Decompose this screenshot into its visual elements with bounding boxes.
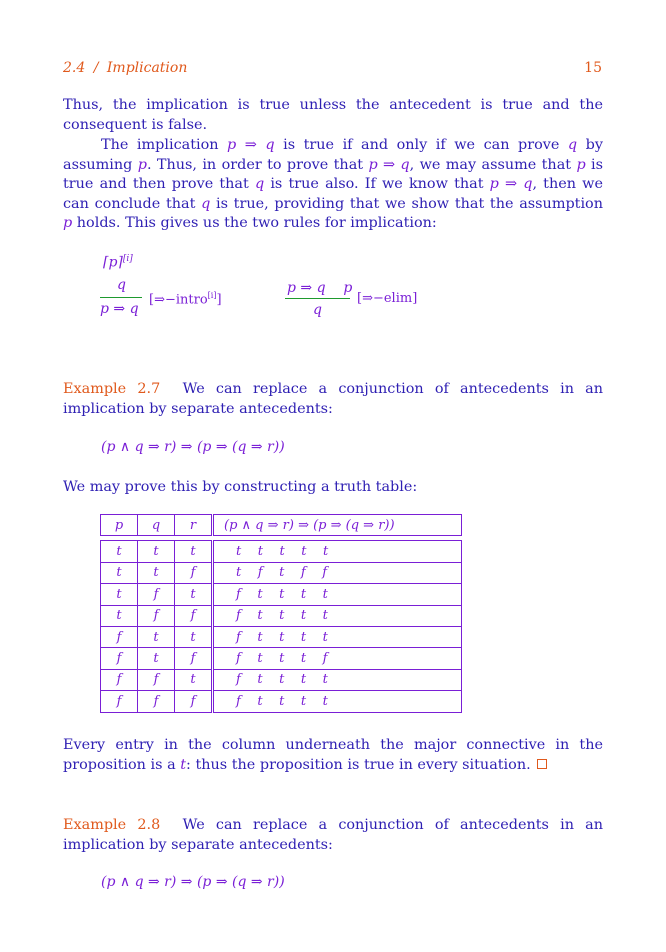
text-run: by assuming bbox=[63, 137, 604, 173]
table-cell: t bbox=[101, 541, 138, 562]
table-cell: t bbox=[101, 562, 138, 583]
intro-conclusion: p ⇒ q bbox=[100, 301, 139, 317]
text-run: , then we can conclude that bbox=[63, 176, 603, 212]
table-cell: f bbox=[101, 648, 138, 669]
table-cell: f bbox=[175, 691, 212, 712]
table-cell: t bbox=[175, 584, 212, 605]
table-cell: f bbox=[175, 605, 212, 626]
table-cell: f bbox=[138, 605, 175, 626]
table-row bbox=[101, 605, 462, 626]
example-2-7 bbox=[63, 380, 603, 419]
table-row bbox=[101, 669, 462, 690]
math-expr: p bbox=[137, 156, 147, 173]
running-header bbox=[63, 60, 187, 76]
math-expr: p bbox=[576, 156, 586, 173]
elim-rule-label: [⇒−elim] bbox=[357, 291, 418, 306]
math-expr: p ⇒ q bbox=[368, 156, 410, 173]
section-title: Implication bbox=[106, 60, 188, 76]
qed-box-icon bbox=[537, 759, 547, 769]
table-cell: t bbox=[175, 669, 212, 690]
proof-intro: We may prove this by constructing a truth table: bbox=[63, 479, 418, 495]
table-cell: f bbox=[175, 562, 212, 583]
table-cell: t bbox=[138, 648, 175, 669]
rule-label-text: [⇒−intro bbox=[149, 292, 208, 308]
table-row bbox=[101, 562, 462, 583]
table-cell: f t t t t bbox=[214, 605, 462, 626]
example-2-7-formula: (p ∧ q ⇒ r) ⇒ (p ⇒ (q ⇒ r)) bbox=[101, 439, 285, 455]
text-run: , we may assume that bbox=[409, 156, 577, 173]
table-row bbox=[101, 626, 462, 647]
table-cell: t bbox=[175, 626, 212, 647]
page-number: 15 bbox=[584, 60, 602, 76]
intro-paragraph: Thus, the implication is true unless the antecedent is true and the consequent is false. bbox=[63, 97, 603, 133]
header-cell: (p ∧ q ⇒ r) ⇒ (p ⇒ (q ⇒ r)) bbox=[214, 515, 462, 536]
table-cell: t t t t t bbox=[214, 541, 462, 562]
example-2-8 bbox=[63, 816, 603, 855]
intro-assumption bbox=[103, 254, 133, 271]
table-cell: t bbox=[138, 562, 175, 583]
table-row bbox=[101, 541, 462, 562]
math-expr: q bbox=[254, 176, 265, 192]
intro-rule-line bbox=[100, 297, 142, 298]
assumption-text: ⌈p⌉ bbox=[103, 254, 123, 271]
example-2-7-conclusion bbox=[63, 736, 603, 775]
implication-paragraph bbox=[63, 136, 603, 234]
table-cell: f t t t t bbox=[214, 584, 462, 605]
table-cell: t bbox=[175, 541, 212, 562]
example-text: We can replace a conjunction of antecedents in an implication by separate antecedents: bbox=[63, 817, 603, 853]
text-run: : thus the proposition is true in every situation. bbox=[186, 756, 531, 773]
table-cell: f t t t t bbox=[214, 626, 462, 647]
table-cell: t f t f f bbox=[214, 562, 462, 583]
math-expr: q bbox=[567, 137, 578, 153]
table-cell: t bbox=[138, 626, 175, 647]
header-cell: q bbox=[138, 515, 175, 536]
example-label: Example 2.7 bbox=[63, 381, 161, 397]
text-run: . Thus, in order to prove that bbox=[146, 156, 369, 173]
table-cell: f bbox=[138, 669, 175, 690]
intro-premise: q bbox=[117, 277, 126, 293]
table-cell: t bbox=[101, 605, 138, 626]
table-cell: f t t t t bbox=[214, 691, 462, 712]
table-cell: t bbox=[138, 541, 175, 562]
table-row bbox=[101, 648, 462, 669]
math-expr: t bbox=[180, 756, 187, 773]
assumption-marker: [i] bbox=[122, 254, 133, 264]
table-cell: f bbox=[138, 691, 175, 712]
math-expr: q bbox=[201, 195, 211, 212]
rule-label-close: ] bbox=[216, 292, 222, 308]
table-cell: f t t t f bbox=[214, 648, 462, 669]
table-cell: f bbox=[101, 669, 138, 690]
elim-rule-line bbox=[285, 298, 350, 299]
text-run: is true also. If we know that bbox=[264, 176, 490, 192]
table-cell: f bbox=[175, 648, 212, 669]
text-run: The implication bbox=[101, 137, 228, 153]
math-expr: p ⇒ q bbox=[227, 137, 275, 153]
header-cell: p bbox=[101, 515, 138, 536]
table-row bbox=[101, 584, 462, 605]
example-text: We can replace a conjunction of antecedents in an implication by separate antecedents: bbox=[63, 381, 603, 417]
math-expr: p bbox=[63, 215, 73, 231]
text-run: is true if and only if we can prove bbox=[274, 137, 568, 153]
table-cell: f bbox=[138, 584, 175, 605]
text-run: is true, providing that we show that the assumption bbox=[210, 195, 603, 212]
table-cell: f bbox=[101, 626, 138, 647]
table-row bbox=[101, 691, 462, 712]
example-label: Example 2.8 bbox=[63, 817, 161, 833]
rule-label-marker: [i] bbox=[207, 291, 217, 300]
truth-table bbox=[100, 514, 462, 713]
section-number: 2.4 bbox=[63, 60, 86, 76]
example-2-8-formula: (p ∧ q ⇒ r) ⇒ (p ⇒ (q ⇒ r)) bbox=[101, 874, 285, 890]
header-separator: / bbox=[93, 60, 99, 76]
table-cell: f t t t t bbox=[214, 669, 462, 690]
math-expr: p ⇒ q bbox=[489, 176, 533, 192]
header-cell: r bbox=[175, 515, 212, 536]
table-header-row bbox=[101, 515, 462, 536]
text-run: Every entry in the column underneath the major connective in the proposition is a bbox=[63, 737, 603, 773]
elim-conclusion: q bbox=[313, 302, 322, 318]
text-run: holds. This gives us the two rules for implication: bbox=[72, 215, 437, 231]
table-cell: t bbox=[101, 584, 138, 605]
intro-rule-label bbox=[149, 291, 222, 307]
table-cell: f bbox=[101, 691, 138, 712]
elim-premises: p ⇒ q p bbox=[287, 280, 353, 296]
text-run: is true and then prove that bbox=[63, 156, 604, 192]
